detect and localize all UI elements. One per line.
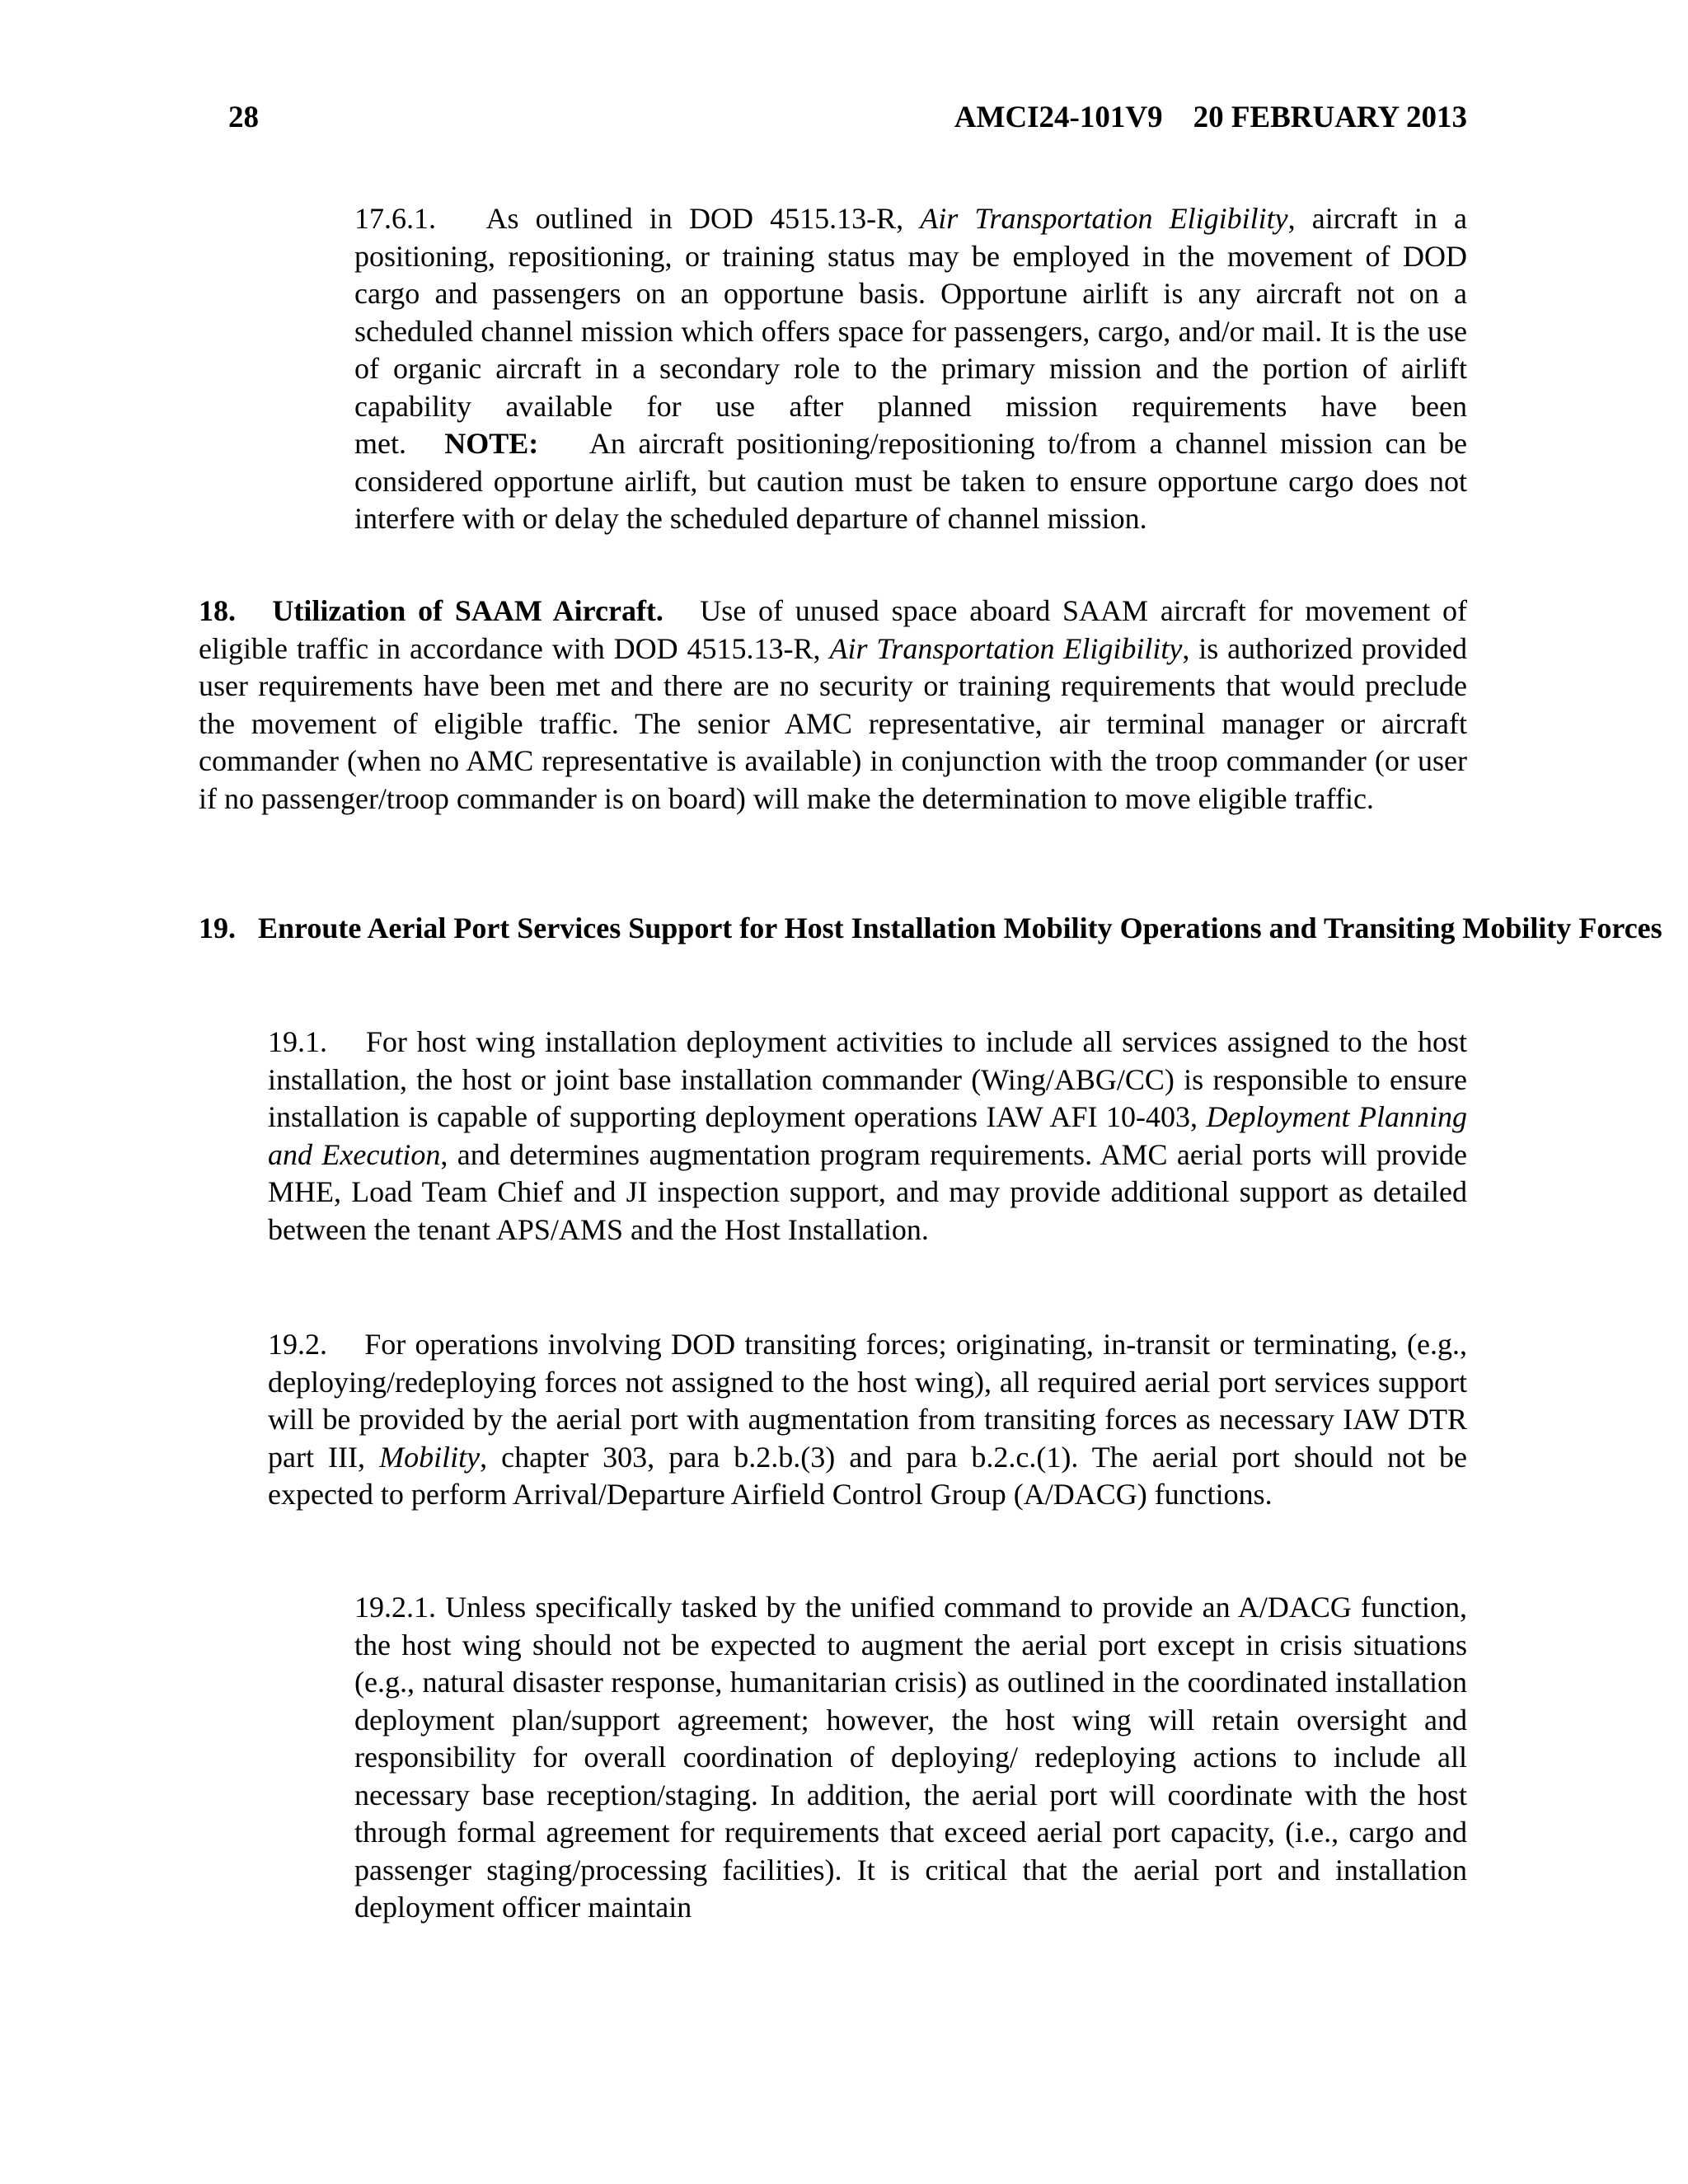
publication-title: Air Transportation Eligibility [920, 202, 1288, 235]
paragraph-number: 19.2. [268, 1328, 327, 1361]
publication-title: Air Transportation Eligibility [829, 631, 1183, 665]
paragraph-text: For operations involving DOD transiting forces; originating, in-transit or terminating, (e.g., deploying/redeploying forces not assigned to the host wing), all required aerial port services support will be provided by the aerial port with augmentation from transiting forces as necessary IAW DTR part III, [268, 1328, 1467, 1474]
paragraph-17-6-1 [354, 200, 1467, 538]
paragraph-number: 19.2.1. [354, 1591, 436, 1624]
section-18 [199, 593, 1467, 818]
section-heading: 18. Utilization of SAAM Aircraft. [199, 594, 663, 627]
note-text: An aircraft positioning/repositioning to/from a channel mission can be considered opportune airlift, but caution must be taken to ensure opportune cargo does not interfere with or delay the scheduled departure of channel mission. [354, 427, 1468, 535]
paragraph-text: , and determines augmentation program requirements. AMC aerial ports will provide MHE, Load Team Chief and JI inspection support, and may provide additional support as detailed between the tenant APS/AMS and the Host Installation. [268, 1137, 1467, 1246]
paragraph-number: 19.1. [268, 1025, 327, 1058]
paragraph-19-2 [268, 1326, 1467, 1514]
publication-title: Deployment Planning and Execution [268, 1100, 1467, 1171]
section-19-heading [199, 910, 1662, 948]
paragraph-text: Unless specifically tasked by the unified command to provide an A/DACG function, the host wing should not be expected to augment the aerial port except in crisis situations (e.g., natural disaster response, humanitarian crisis) as outlined in the coordinated installation deployment plan/support agreement; however, the host wing will retain oversight and responsibility for overall coordination of deploying/ redeploying actions to include all necessary base reception/staging. In addition, the aerial port will coordinate with the host through formal agreement for requirements that exceed aerial port capacity, (i.e., cargo and passenger staging/processing facilities). It is critical that the aerial port and installation deployment officer maintain [354, 1591, 1467, 1924]
paragraph-text: , chapter 303, para b.2.b.(3) and para b.2.c.(1). The aerial port should not be expected to perform Arrival/Departure Airfield Control Group (A/DACG) functions. [268, 1440, 1467, 1511]
page-header: AMCI24-101V9 20 FEBRUARY 2013 [954, 101, 1467, 134]
paragraph-19-1 [268, 1024, 1467, 1249]
publication-title: Mobility [379, 1440, 481, 1474]
paragraph-19-2-1 [354, 1589, 1467, 1927]
page-number: 28 [228, 101, 259, 134]
section-heading: 19. Enroute Aerial Port Services Support for Host Installation Mobility Operations and Transiting Mobility Forces [199, 912, 1662, 944]
note-label: NOTE: [444, 427, 539, 460]
paragraph-text: , aircraft in a positioning, repositioning, or training status may be employed in the movement of DOD cargo and passengers on an opportune basis. Opportune airlift is any aircraft not on a scheduled channel mission which offers space for passengers, cargo, and/or mail. It is the use of organic aircraft in a secondary role to the primary mission and the portion of airlift capability available for use after planned mission requirements have been met. [354, 202, 1467, 460]
paragraph-number: 17.6.1. [354, 202, 436, 235]
paragraph-text: , is authorized provided user requirements have been met and there are no security or training requirements that would preclude the movement of eligible traffic. The senior AMC representative, air terminal manager or aircraft commander (when no AMC representative is available) in conjunction with the troop commander (or user if no passenger/troop commander is on board) will make the determination to move eligible traffic. [199, 631, 1467, 815]
paragraph-text: As outlined in DOD 4515.13-R, [485, 202, 921, 235]
paragraph-text: Use of unused space aboard SAAM aircraft for movement of eligible traffic in accordance with DOD 4515.13-R, [199, 594, 1467, 665]
paragraph-text: For host wing installation deployment activities to include all services assigned to the host installation, the host or joint base installation commander (Wing/ABG/CC) is responsible to ensure installation is capable of supporting deployment operations IAW AFI 10-403, [268, 1025, 1467, 1133]
